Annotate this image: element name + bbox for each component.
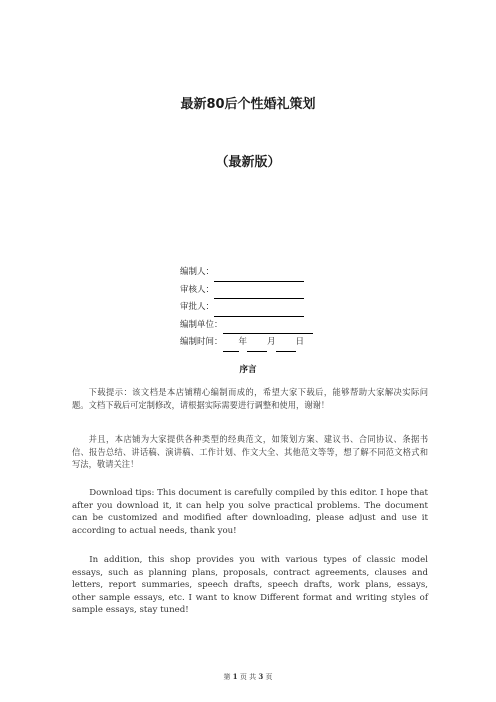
paragraph-download-tip-en: Download tips: This document is carefully compiled by this editor. I hope that after you download it, it can help you solve practical problems. The document can be customized and modified after downloading, please adjust and use it according to actual needs, thank you! [72,488,428,536]
date-month-char: 月 [267,337,276,347]
paragraph-templates-cn: 并且，本店铺为大家提供各种类型的经典范文，如策划方案、建议书、合同协议、条据书信、报告总结、讲话稿、演讲稿、工作计划、作文大全、其他范文等等，想了解不同范文格式和写法，敬请关注！ [72,434,428,470]
signature-fields [180,264,313,352]
field-blank-year [223,339,239,352]
field-blank-reviewer [214,286,304,299]
field-row-author [180,264,313,282]
footer-total-pages: 3 [258,672,264,681]
date-day-char: 日 [295,337,305,347]
field-row-reviewer [180,282,313,300]
field-label-unit: 编制单位： [180,319,223,330]
footer-middle: 页 共 [239,673,257,681]
document-subtitle: （最新版） [215,155,281,170]
field-blank-month [247,339,267,352]
field-blank-unit [223,321,313,334]
footer-prefix: 第 [223,673,231,681]
field-row-approver [180,299,313,317]
field-blank-author [214,269,304,282]
field-label-date: 编制时间： [180,337,223,347]
paragraph-download-tip-cn: 下载提示：该文档是本店铺精心编制而成的，希望大家下载后，能够帮助大家解决实际问题。文档下载后可定制修改，请根据实际需要进行调整和使用，谢谢！ [72,387,428,410]
preface-heading: 序言 [239,365,257,375]
paragraph-templates-en: In addition, this shop provides you with various types of classic model essays, such as planning plans, proposals, contract agreements, clauses and letters, report summaries, speech drafts, speech drafts, work plans, essays, other sample essays, etc. I want to know Different format and writing styles of sample essays, stay tuned! [72,555,428,616]
field-blank-approver [214,304,304,317]
field-row-date [180,334,313,352]
footer-suffix: 页 [265,673,273,681]
page-footer [0,672,496,682]
field-row-unit [180,317,313,335]
document-title: 最新80后个性婚礼策划 [180,97,316,112]
date-year-char: 年 [238,337,248,347]
field-label-author: 编制人： [180,267,215,277]
field-label-approver: 审批人： [180,302,215,312]
field-label-reviewer: 审核人： [180,284,215,295]
footer-page-number: 1 [232,672,238,681]
field-blank-day [276,339,296,352]
